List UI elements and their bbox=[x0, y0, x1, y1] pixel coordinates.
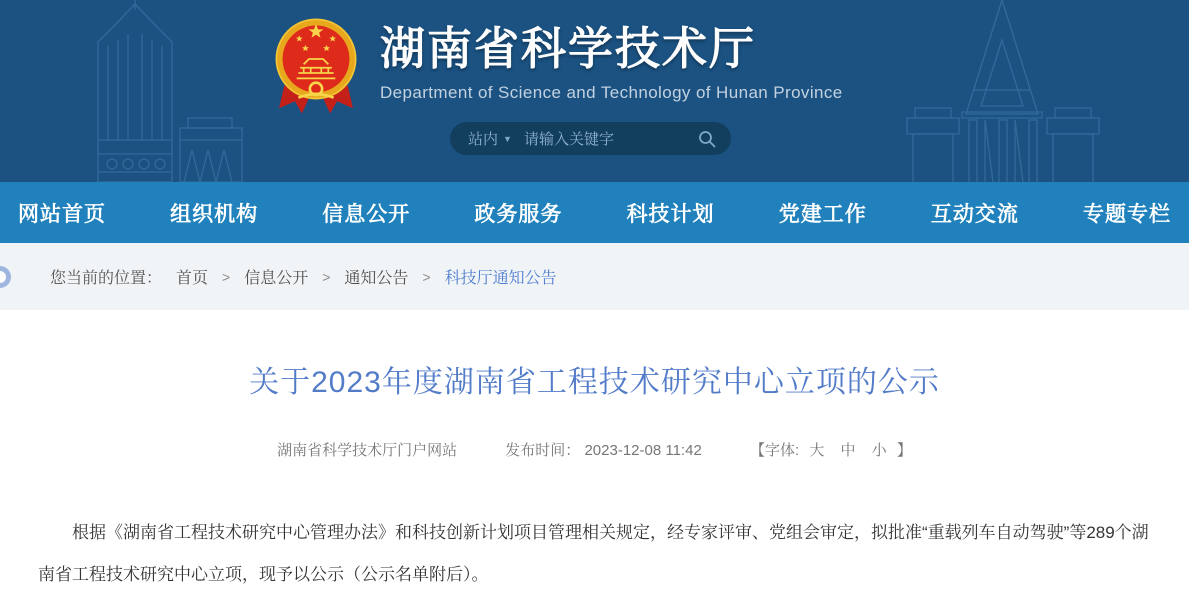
breadcrumb bbox=[0, 243, 1189, 310]
publish-time-group bbox=[505, 442, 706, 459]
article-paragraph: 根据《湖南省工程技术研究中心管理办法》和科技创新计划项目管理相关规定，经专家评审、党组会审定，拟批准“重载列车自动驾驶”等289个湖南省工程技术研究中心立项，现予以公示（公示名单附后）。 bbox=[38, 523, 1149, 584]
search-input[interactable] bbox=[450, 122, 731, 155]
breadcrumb-separator: > bbox=[422, 268, 431, 285]
font-size-medium-button[interactable]: 中 bbox=[840, 442, 856, 459]
font-size-open: 【字体: bbox=[749, 442, 800, 459]
search-placeholder: 请输入关键字 bbox=[523, 131, 614, 148]
font-size-large-button[interactable]: 大 bbox=[809, 442, 825, 459]
search-scope-dropdown[interactable] bbox=[468, 128, 512, 149]
search-scope-label: 站内 bbox=[468, 131, 499, 148]
building-illustration-right bbox=[889, 0, 1189, 182]
breadcrumb-notices[interactable]: 通知公告 bbox=[344, 270, 409, 287]
breadcrumb-current[interactable]: 科技厅通知公告 bbox=[444, 270, 557, 287]
chevron-down-icon: ▼ bbox=[503, 133, 512, 144]
article bbox=[0, 310, 1189, 590]
nav-item-gov-services[interactable]: 政务服务 bbox=[474, 202, 563, 226]
site-subtitle: Department of Science and Technology of Hunan Province bbox=[380, 82, 843, 102]
nav-item-info-disclosure[interactable]: 信息公开 bbox=[322, 202, 411, 226]
main-navigation bbox=[0, 182, 1189, 243]
article-meta bbox=[0, 439, 1189, 460]
font-size-widget bbox=[750, 442, 912, 459]
nav-item-party-building[interactable]: 党建工作 bbox=[778, 202, 867, 226]
nav-item-interaction[interactable]: 互动交流 bbox=[930, 202, 1019, 226]
breadcrumb-prefix: 您当前的位置： bbox=[50, 270, 163, 287]
nav-item-sci-tech-plans[interactable]: 科技计划 bbox=[626, 202, 715, 226]
font-size-small-button[interactable]: 小 bbox=[871, 442, 887, 459]
site-header bbox=[0, 0, 1189, 182]
font-size-close: 】 bbox=[896, 442, 912, 459]
publish-time-value: 2023-12-08 11:42 bbox=[584, 442, 702, 459]
breadcrumb-info-disclosure[interactable]: 信息公开 bbox=[244, 270, 309, 287]
breadcrumb-separator: > bbox=[322, 268, 331, 285]
site-title: 湖南省科学技术厅 bbox=[380, 23, 757, 74]
nav-item-organization[interactable]: 组织机构 bbox=[170, 202, 259, 226]
breadcrumb-separator: > bbox=[222, 268, 231, 285]
search-icon[interactable] bbox=[697, 129, 717, 149]
site-brand bbox=[380, 24, 843, 103]
article-source: 湖南省科学技术厅门户网站 bbox=[277, 442, 458, 459]
nav-item-home[interactable]: 网站首页 bbox=[18, 202, 106, 226]
nav-item-special-columns[interactable]: 专题专栏 bbox=[1082, 202, 1171, 226]
article-body bbox=[38, 512, 1151, 590]
publish-time-label: 发布时间： bbox=[505, 442, 581, 459]
building-illustration-left bbox=[0, 0, 260, 182]
breadcrumb-home[interactable]: 首页 bbox=[176, 270, 209, 287]
page-title: 关于2023年度湖南省工程技术研究中心立项的公示 bbox=[249, 366, 940, 399]
location-icon bbox=[0, 266, 11, 288]
national-emblem bbox=[272, 16, 360, 116]
